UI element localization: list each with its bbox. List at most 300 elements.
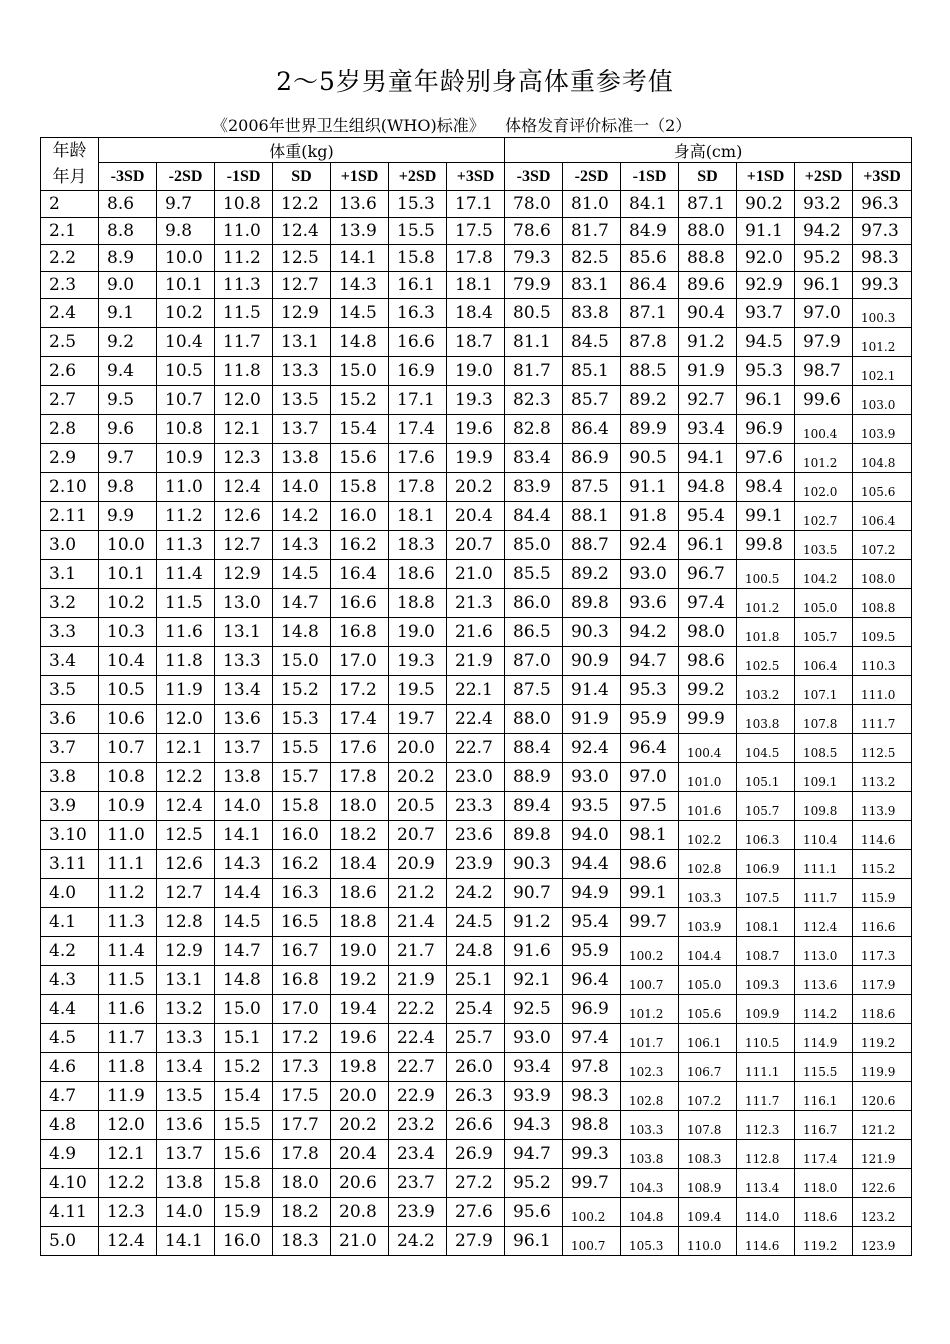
height-cell: 111.7	[737, 1082, 795, 1111]
weight-cell: 17.8	[273, 1140, 331, 1169]
table-row	[41, 415, 912, 444]
height-cell: 114.0	[737, 1198, 795, 1227]
weight-cell: 13.0	[215, 589, 273, 618]
height-cell: 98.6	[679, 647, 737, 676]
weight-cell: 15.8	[331, 473, 389, 502]
weight-cell: 27.6	[447, 1198, 505, 1227]
height-cell: 108.7	[737, 937, 795, 966]
weight-cell: 14.0	[273, 473, 331, 502]
height-cell: 93.0	[505, 1024, 563, 1053]
height-cell: 114.6	[737, 1227, 795, 1256]
table-row	[41, 473, 912, 502]
age-cell: 4.0	[41, 879, 99, 908]
height-cell: 89.2	[621, 386, 679, 415]
height-cell: 119.2	[795, 1227, 853, 1256]
weight-cell: 13.3	[157, 1024, 215, 1053]
weight-cell: 11.2	[215, 245, 273, 272]
height-cell: 103.2	[737, 676, 795, 705]
height-cell: 93.4	[505, 1053, 563, 1082]
weight-cell: 9.8	[99, 473, 157, 502]
height-cell: 96.3	[853, 191, 912, 218]
height-cell: 80.5	[505, 299, 563, 328]
weight-cell: 12.5	[157, 821, 215, 850]
weight-cell: 10.5	[157, 357, 215, 386]
weight-cell: 11.6	[157, 618, 215, 647]
weight-cell: 15.2	[215, 1053, 273, 1082]
weight-cell: 18.3	[273, 1227, 331, 1256]
height-cell: 123.9	[853, 1227, 912, 1256]
weight-cell: 20.8	[331, 1198, 389, 1227]
weight-cell: 17.2	[273, 1024, 331, 1053]
height-cell: 101.7	[621, 1024, 679, 1053]
weight-cell: 10.4	[157, 328, 215, 357]
weight-cell: 18.2	[331, 821, 389, 850]
weight-cell: 11.0	[99, 821, 157, 850]
weight-cell: 24.2	[389, 1227, 447, 1256]
height-cell: 113.2	[853, 763, 912, 792]
weight-cell: 11.5	[215, 299, 273, 328]
weight-cell: 9.8	[157, 218, 215, 245]
height-cell: 91.8	[621, 502, 679, 531]
weight-cell: 19.2	[331, 966, 389, 995]
weight-cell: 9.0	[99, 272, 157, 299]
weight-cell: 14.5	[273, 560, 331, 589]
weight-cell: 13.6	[215, 705, 273, 734]
weight-cell: 12.3	[99, 1198, 157, 1227]
height-cell: 95.9	[563, 937, 621, 966]
weight-cell: 15.0	[331, 357, 389, 386]
height-cell: 94.8	[679, 473, 737, 502]
age-cell: 2.11	[41, 502, 99, 531]
height-cell: 110.3	[853, 647, 912, 676]
weight-cell: 10.0	[157, 245, 215, 272]
height-cell: 104.5	[737, 734, 795, 763]
height-cell: 91.2	[679, 328, 737, 357]
weight-cell: 12.7	[157, 879, 215, 908]
table-row	[41, 1227, 912, 1256]
weight-cell: 10.4	[99, 647, 157, 676]
weight-cell: 16.2	[331, 531, 389, 560]
height-cell: 111.7	[853, 705, 912, 734]
height-cell: 106.4	[853, 502, 912, 531]
height-cell: 111.1	[795, 850, 853, 879]
weight-cell: 26.9	[447, 1140, 505, 1169]
table-row	[41, 1053, 912, 1082]
table-row	[41, 589, 912, 618]
weight-sd-header: +2SD	[389, 163, 447, 191]
height-cell: 98.3	[563, 1082, 621, 1111]
height-cell: 107.1	[795, 676, 853, 705]
height-cell: 119.2	[853, 1024, 912, 1053]
height-cell: 86.4	[563, 415, 621, 444]
weight-cell: 14.1	[215, 821, 273, 850]
table-row	[41, 647, 912, 676]
height-cell: 103.3	[621, 1111, 679, 1140]
weight-cell: 17.4	[331, 705, 389, 734]
weight-cell: 12.6	[215, 502, 273, 531]
weight-cell: 10.7	[99, 734, 157, 763]
height-cell: 102.7	[795, 502, 853, 531]
weight-cell: 25.7	[447, 1024, 505, 1053]
weight-cell: 20.0	[331, 1082, 389, 1111]
height-cell: 96.9	[737, 415, 795, 444]
weight-cell: 22.7	[447, 734, 505, 763]
height-cell: 98.0	[679, 618, 737, 647]
weight-cell: 13.8	[157, 1169, 215, 1198]
weight-cell: 13.3	[215, 647, 273, 676]
weight-cell: 20.6	[331, 1169, 389, 1198]
weight-cell: 18.7	[447, 328, 505, 357]
height-cell: 88.1	[563, 502, 621, 531]
weight-cell: 15.1	[215, 1024, 273, 1053]
weight-cell: 12.1	[215, 415, 273, 444]
height-cell: 94.2	[621, 618, 679, 647]
height-cell: 93.2	[795, 191, 853, 218]
weight-cell: 20.2	[447, 473, 505, 502]
age-cell: 4.4	[41, 995, 99, 1024]
height-sd-header: +2SD	[795, 163, 853, 191]
height-cell: 101.2	[795, 444, 853, 473]
weight-cell: 12.2	[99, 1169, 157, 1198]
height-cell: 78.6	[505, 218, 563, 245]
weight-cell: 15.8	[389, 245, 447, 272]
height-cell: 110.0	[679, 1227, 737, 1256]
height-cell: 118.6	[795, 1198, 853, 1227]
height-cell: 95.6	[505, 1198, 563, 1227]
table-row	[41, 1111, 912, 1140]
height-cell: 102.5	[737, 647, 795, 676]
weight-cell: 13.7	[273, 415, 331, 444]
height-cell: 101.8	[737, 618, 795, 647]
weight-cell: 11.1	[99, 850, 157, 879]
height-cell: 89.8	[505, 821, 563, 850]
height-cell: 92.4	[563, 734, 621, 763]
weight-cell: 14.8	[273, 618, 331, 647]
weight-cell: 18.8	[331, 908, 389, 937]
height-sd-header: SD	[679, 163, 737, 191]
weight-cell: 23.7	[389, 1169, 447, 1198]
height-cell: 105.7	[795, 618, 853, 647]
weight-cell: 10.2	[157, 299, 215, 328]
table-row	[41, 676, 912, 705]
weight-cell: 22.4	[447, 705, 505, 734]
weight-cell: 19.4	[331, 995, 389, 1024]
height-cell: 89.6	[679, 272, 737, 299]
height-cell: 103.9	[853, 415, 912, 444]
weight-cell: 21.6	[447, 618, 505, 647]
weight-cell: 19.3	[447, 386, 505, 415]
table-row	[41, 908, 912, 937]
height-cell: 101.2	[737, 589, 795, 618]
age-cell: 4.2	[41, 937, 99, 966]
height-cell: 94.3	[505, 1111, 563, 1140]
weight-cell: 15.8	[273, 792, 331, 821]
height-cell: 98.8	[563, 1111, 621, 1140]
weight-cell: 13.5	[157, 1082, 215, 1111]
weight-cell: 14.0	[215, 792, 273, 821]
weight-cell: 25.4	[447, 995, 505, 1024]
weight-cell: 12.9	[157, 937, 215, 966]
table-row	[41, 1082, 912, 1111]
height-cell: 107.2	[853, 531, 912, 560]
height-cell: 86.9	[563, 444, 621, 473]
weight-cell: 26.6	[447, 1111, 505, 1140]
height-cell: 107.8	[795, 705, 853, 734]
height-cell: 81.0	[563, 191, 621, 218]
weight-cell: 10.1	[99, 560, 157, 589]
table-row	[41, 1024, 912, 1053]
height-cell: 103.8	[621, 1140, 679, 1169]
weight-cell: 12.0	[157, 705, 215, 734]
weight-cell: 18.0	[273, 1169, 331, 1198]
height-cell: 92.7	[679, 386, 737, 415]
weight-cell: 13.8	[215, 763, 273, 792]
height-cell: 89.2	[563, 560, 621, 589]
age-cell: 4.10	[41, 1169, 99, 1198]
weight-cell: 16.8	[273, 966, 331, 995]
height-cell: 91.2	[505, 908, 563, 937]
weight-cell: 12.9	[215, 560, 273, 589]
height-cell: 96.1	[679, 531, 737, 560]
weight-cell: 18.4	[447, 299, 505, 328]
weight-cell: 17.1	[447, 191, 505, 218]
weight-cell: 10.1	[157, 272, 215, 299]
weight-cell: 10.8	[99, 763, 157, 792]
height-cell: 88.0	[505, 705, 563, 734]
weight-cell: 15.6	[215, 1140, 273, 1169]
weight-cell: 9.9	[99, 502, 157, 531]
height-cell: 94.7	[505, 1140, 563, 1169]
weight-cell: 17.5	[447, 218, 505, 245]
weight-cell: 8.6	[99, 191, 157, 218]
height-cell: 111.1	[737, 1053, 795, 1082]
height-cell: 105.1	[737, 763, 795, 792]
weight-cell: 21.9	[389, 966, 447, 995]
weight-cell: 15.2	[331, 386, 389, 415]
weight-cell: 12.0	[215, 386, 273, 415]
weight-cell: 16.0	[331, 502, 389, 531]
height-cell: 97.6	[737, 444, 795, 473]
height-cell: 94.4	[563, 850, 621, 879]
weight-cell: 13.4	[157, 1053, 215, 1082]
weight-cell: 9.6	[99, 415, 157, 444]
weight-cell: 16.9	[389, 357, 447, 386]
weight-cell: 16.7	[273, 937, 331, 966]
page-title: 2～5岁男童年龄别身高体重参考值	[276, 67, 674, 96]
height-cell: 115.2	[853, 850, 912, 879]
age-cell: 4.1	[41, 908, 99, 937]
weight-cell: 15.4	[215, 1082, 273, 1111]
height-cell: 95.2	[795, 245, 853, 272]
weight-cell: 11.8	[215, 357, 273, 386]
age-cell: 2.6	[41, 357, 99, 386]
height-cell: 115.5	[795, 1053, 853, 1082]
height-cell: 100.5	[737, 560, 795, 589]
age-header	[41, 138, 99, 191]
height-cell: 120.6	[853, 1082, 912, 1111]
height-cell: 91.4	[563, 676, 621, 705]
weight-cell: 19.8	[331, 1053, 389, 1082]
weight-sd-header: +1SD	[331, 163, 389, 191]
height-cell: 82.3	[505, 386, 563, 415]
weight-cell: 12.4	[273, 218, 331, 245]
weight-cell: 11.5	[157, 589, 215, 618]
height-cell: 110.5	[737, 1024, 795, 1053]
height-cell: 95.9	[621, 705, 679, 734]
weight-cell: 10.5	[99, 676, 157, 705]
weight-cell: 10.8	[157, 415, 215, 444]
height-cell: 109.9	[737, 995, 795, 1024]
height-cell: 105.0	[679, 966, 737, 995]
height-cell: 89.4	[505, 792, 563, 821]
height-cell: 93.0	[621, 560, 679, 589]
weight-cell: 11.3	[215, 272, 273, 299]
weight-cell: 18.2	[273, 1198, 331, 1227]
height-cell: 95.2	[505, 1169, 563, 1198]
weight-cell: 17.6	[389, 444, 447, 473]
height-cell: 104.3	[621, 1169, 679, 1198]
height-cell: 103.5	[795, 531, 853, 560]
height-cell: 92.5	[505, 995, 563, 1024]
height-cell: 108.8	[853, 589, 912, 618]
age-cell: 4.7	[41, 1082, 99, 1111]
age-cell: 4.11	[41, 1198, 99, 1227]
weight-cell: 15.7	[273, 763, 331, 792]
weight-cell: 17.3	[273, 1053, 331, 1082]
weight-cell: 17.8	[389, 473, 447, 502]
height-cell: 104.8	[621, 1198, 679, 1227]
weight-cell: 22.4	[389, 1024, 447, 1053]
height-cell: 93.7	[737, 299, 795, 328]
height-cell: 101.6	[679, 792, 737, 821]
weight-cell: 20.2	[389, 763, 447, 792]
weight-cell: 12.4	[157, 792, 215, 821]
weight-cell: 17.0	[331, 647, 389, 676]
height-cell: 100.3	[853, 299, 912, 328]
height-cell: 109.3	[737, 966, 795, 995]
height-cell: 102.2	[679, 821, 737, 850]
height-cell: 81.7	[563, 218, 621, 245]
age-cell: 3.3	[41, 618, 99, 647]
weight-cell: 17.0	[273, 995, 331, 1024]
weight-cell: 12.1	[157, 734, 215, 763]
height-cell: 91.9	[563, 705, 621, 734]
weight-sd-header: -1SD	[215, 163, 273, 191]
weight-cell: 10.3	[99, 618, 157, 647]
height-cell: 112.8	[737, 1140, 795, 1169]
table-row	[41, 763, 912, 792]
height-cell: 86.0	[505, 589, 563, 618]
weight-cell: 20.7	[389, 821, 447, 850]
weight-cell: 21.2	[389, 879, 447, 908]
height-cell: 99.7	[563, 1169, 621, 1198]
height-cell: 101.2	[621, 995, 679, 1024]
height-cell: 98.4	[737, 473, 795, 502]
weight-cell: 13.8	[273, 444, 331, 473]
weight-cell: 17.7	[273, 1111, 331, 1140]
height-sd-header: -2SD	[563, 163, 621, 191]
table-row	[41, 850, 912, 879]
height-cell: 83.9	[505, 473, 563, 502]
weight-cell: 12.2	[273, 191, 331, 218]
height-cell: 88.0	[679, 218, 737, 245]
table-row	[41, 734, 912, 763]
table-row	[41, 386, 912, 415]
height-cell: 88.9	[505, 763, 563, 792]
height-cell: 108.1	[737, 908, 795, 937]
height-cell: 99.9	[679, 705, 737, 734]
height-cell: 84.9	[621, 218, 679, 245]
height-cell: 79.3	[505, 245, 563, 272]
height-cell: 87.1	[621, 299, 679, 328]
weight-cell: 20.0	[389, 734, 447, 763]
weight-cell: 19.0	[447, 357, 505, 386]
weight-cell: 17.6	[331, 734, 389, 763]
height-cell: 85.5	[505, 560, 563, 589]
height-cell: 103.3	[679, 879, 737, 908]
height-cell: 108.3	[679, 1140, 737, 1169]
height-cell: 98.3	[853, 245, 912, 272]
height-cell: 102.8	[621, 1082, 679, 1111]
weight-cell: 14.3	[273, 531, 331, 560]
height-cell: 88.8	[679, 245, 737, 272]
weight-cell: 14.3	[215, 850, 273, 879]
weight-cell: 16.3	[389, 299, 447, 328]
weight-cell: 14.7	[273, 589, 331, 618]
weight-cell: 21.4	[389, 908, 447, 937]
weight-cell: 8.9	[99, 245, 157, 272]
height-cell: 92.9	[737, 272, 795, 299]
weight-sd-header: +3SD	[447, 163, 505, 191]
table-row	[41, 966, 912, 995]
height-cell: 83.8	[563, 299, 621, 328]
age-cell: 3.9	[41, 792, 99, 821]
height-cell: 93.9	[505, 1082, 563, 1111]
height-cell: 93.5	[563, 792, 621, 821]
height-cell: 99.3	[853, 272, 912, 299]
height-cell: 91.1	[737, 218, 795, 245]
height-cell: 92.0	[737, 245, 795, 272]
table-row	[41, 191, 912, 218]
height-cell: 88.4	[505, 734, 563, 763]
table-row	[41, 1140, 912, 1169]
weight-cell: 20.2	[331, 1111, 389, 1140]
weight-cell: 11.9	[99, 1082, 157, 1111]
table-row	[41, 821, 912, 850]
height-cell: 85.0	[505, 531, 563, 560]
weight-cell: 16.6	[389, 328, 447, 357]
height-cell: 93.6	[621, 589, 679, 618]
weight-cell: 11.2	[99, 879, 157, 908]
weight-cell: 16.0	[273, 821, 331, 850]
height-cell: 90.5	[621, 444, 679, 473]
height-cell: 114.6	[853, 821, 912, 850]
weight-cell: 15.5	[215, 1111, 273, 1140]
height-cell: 113.0	[795, 937, 853, 966]
table-row	[41, 502, 912, 531]
weight-cell: 9.2	[99, 328, 157, 357]
height-cell: 99.3	[563, 1140, 621, 1169]
height-cell: 97.0	[795, 299, 853, 328]
height-cell: 90.4	[679, 299, 737, 328]
height-cell: 94.2	[795, 218, 853, 245]
weight-cell: 9.5	[99, 386, 157, 415]
weight-cell: 23.9	[389, 1198, 447, 1227]
height-sd-header: -3SD	[505, 163, 563, 191]
age-header-line1: 年龄	[52, 141, 87, 161]
height-cell: 79.9	[505, 272, 563, 299]
height-cell: 113.9	[853, 792, 912, 821]
